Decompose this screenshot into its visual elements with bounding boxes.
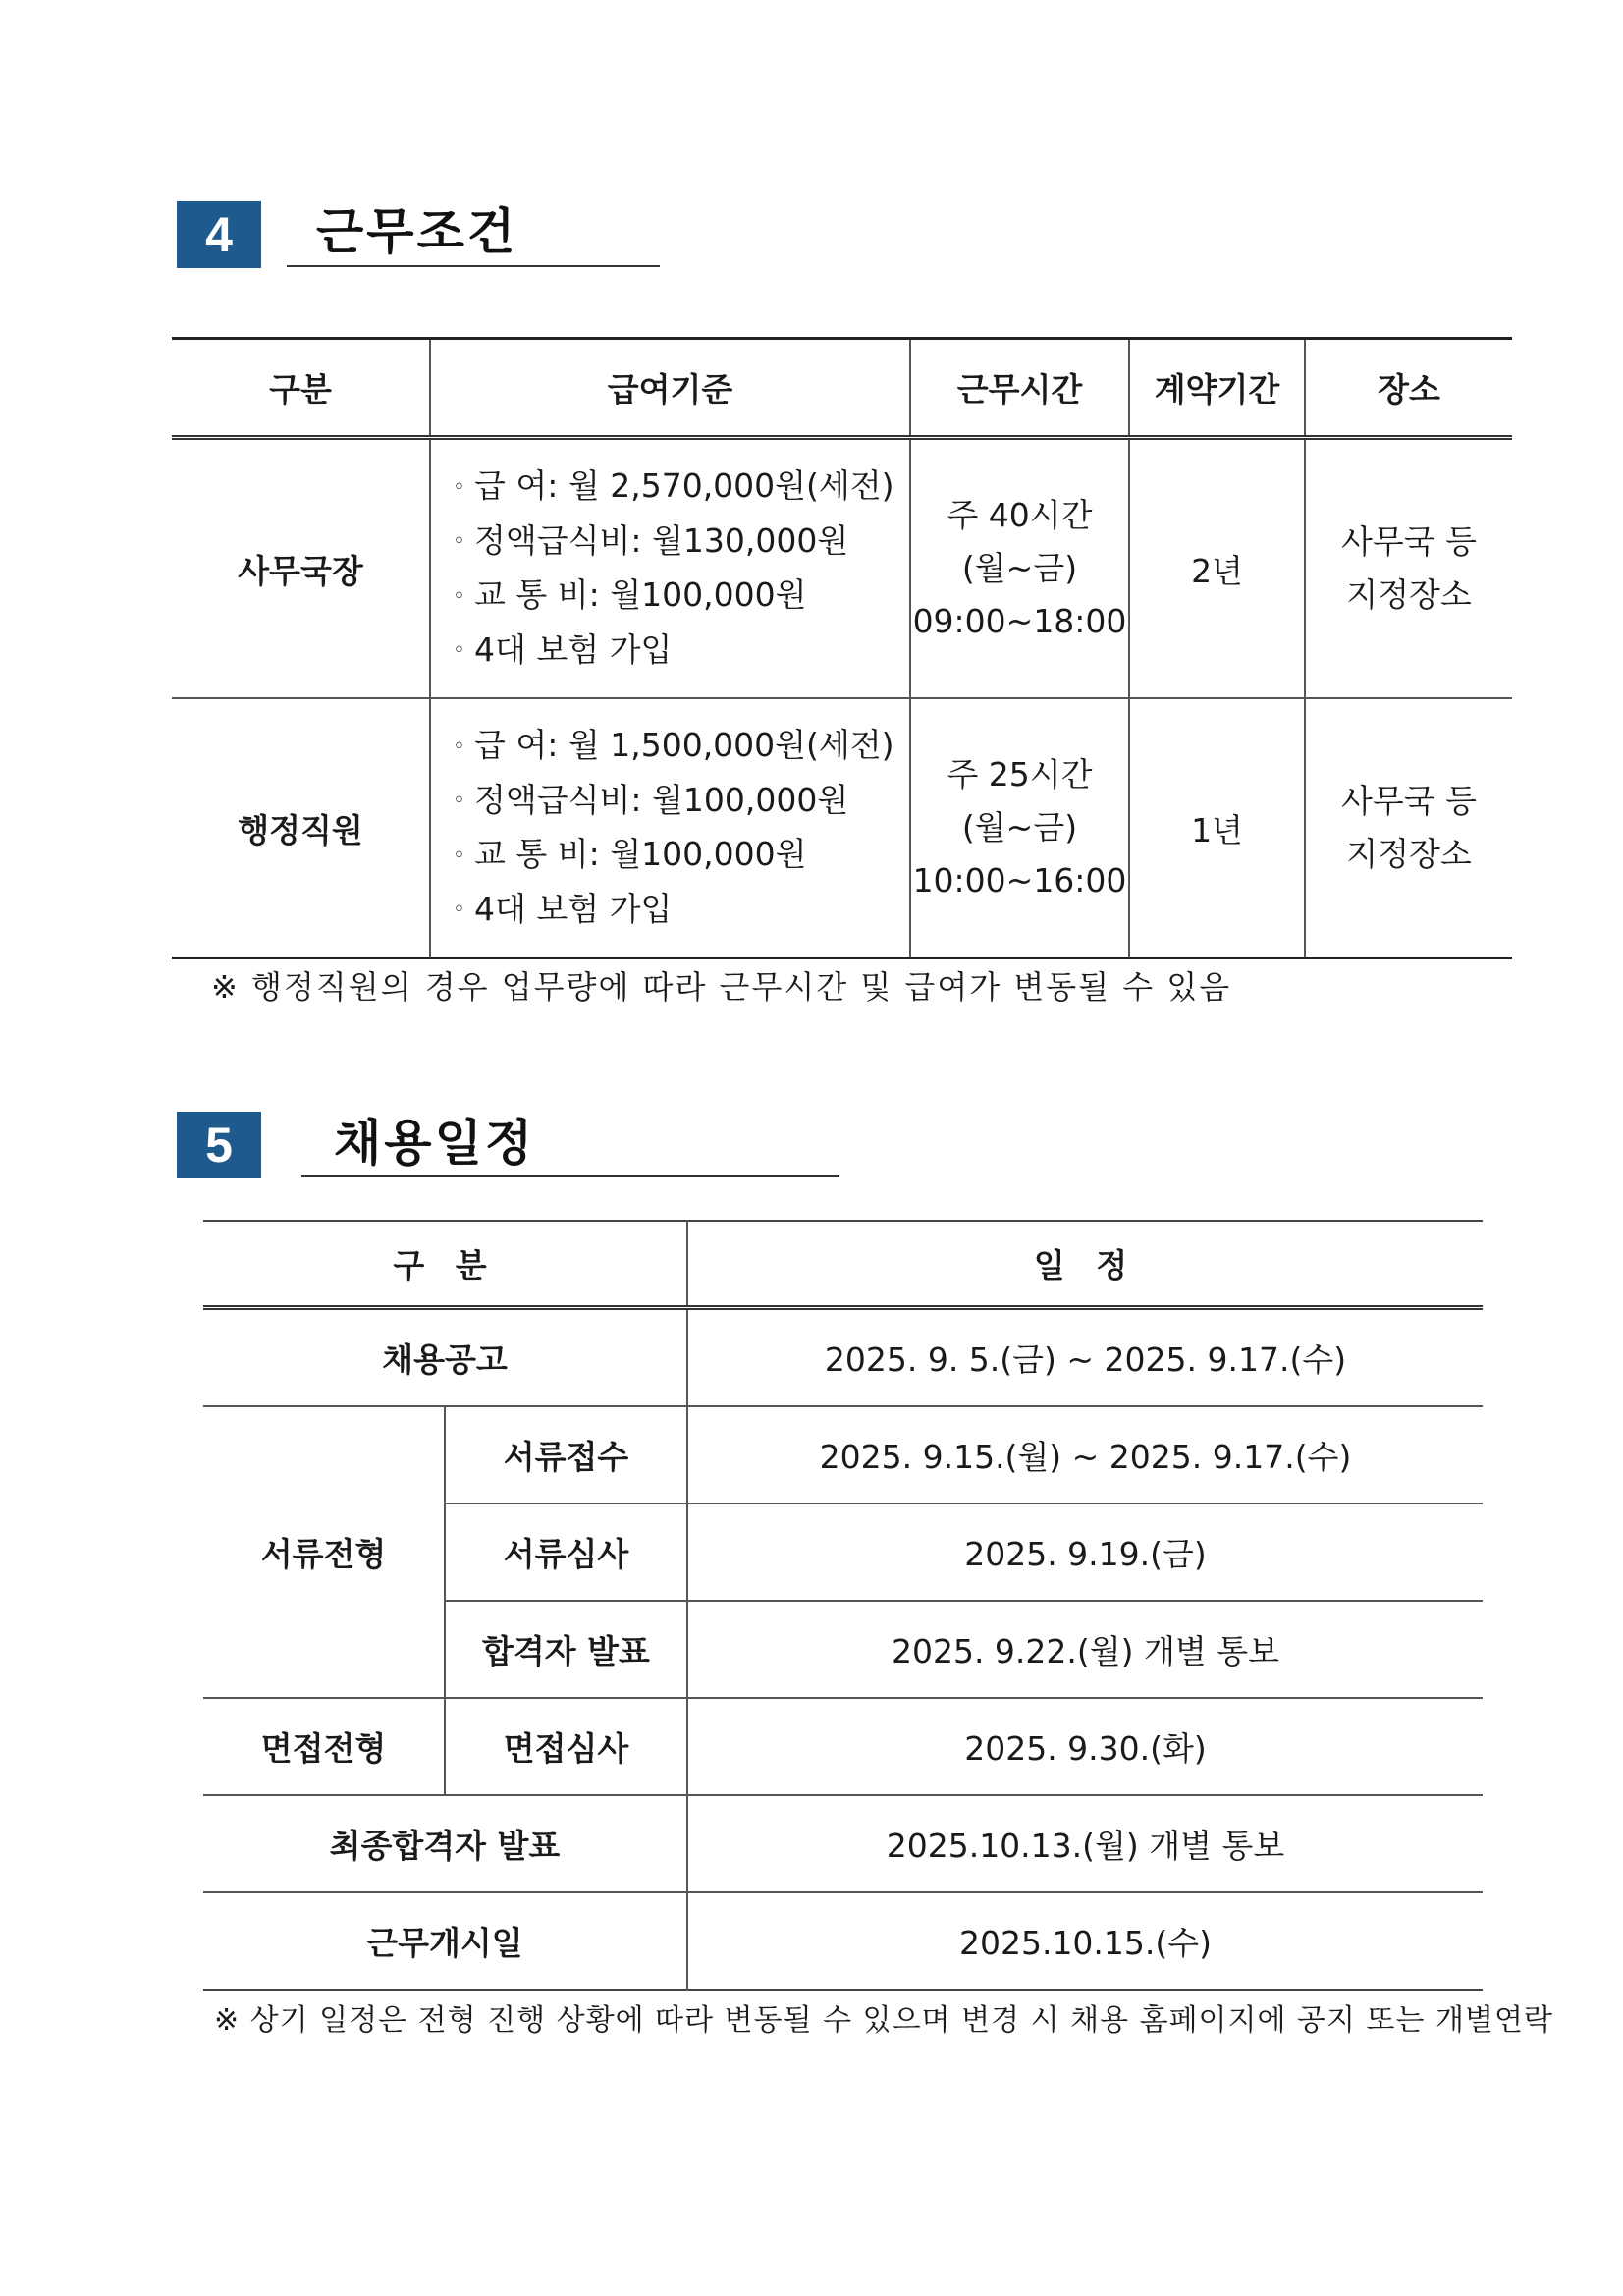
hours-time: 09:00~18:00 [912,602,1127,640]
pay-salary: 급 여: 월 2,570,000원(세전) [474,466,894,505]
pay-insurance: 4대 보험 가입 [474,889,673,928]
pay-meal: 정액급식비: 월100,000원 [474,780,849,819]
place-line: 사무국 등 [1340,782,1477,820]
final-result-date: 2025.10.13.(월) 개별 통보 [687,1795,1483,1892]
header-term: 계약기간 [1129,339,1305,438]
term-cell: 2년 [1129,438,1305,699]
table-row [203,1795,1483,1892]
header-hours: 근무시간 [910,339,1129,438]
pay-cell [430,698,910,958]
header-pay: 급여기준 [430,339,910,438]
work-conditions-table [172,337,1512,959]
interview-item-label: 면접심사 [445,1698,687,1795]
doc-pass-label: 합격자 발표 [445,1601,687,1698]
place-line: 지정장소 [1346,575,1472,614]
place-cell [1305,698,1512,958]
bullet-icon: ◦ [453,529,465,554]
hours-days: (월~금) [961,549,1078,587]
hours-days: (월~금) [961,808,1078,847]
pay-salary: 급 여: 월 1,500,000원(세전) [474,726,894,764]
doc-stage-label: 서류전형 [203,1406,445,1698]
recruit-notice-label: 채용공고 [382,1340,508,1379]
pay-transport: 교 통 비: 월100,000원 [474,835,807,873]
term-cell: 1년 [1129,698,1305,958]
schedule-table [203,1220,1483,1991]
place-line: 사무국 등 [1340,522,1477,561]
role-cell: 행정직원 [238,810,363,849]
section-5-underline [301,1175,839,1177]
doc-submit-date: 2025. 9.15.(월) ~ 2025. 9.17.(수) [687,1406,1483,1503]
table-row [203,1406,1483,1503]
place-cell [1305,438,1512,699]
bullet-icon: ◦ [453,898,465,922]
header-category: 구 분 [203,1221,687,1308]
role-cell: 사무국장 [172,438,430,699]
section-4-number: 4 [177,201,261,268]
bullet-icon: ◦ [453,843,465,868]
bullet-icon: ◦ [453,474,465,500]
doc-review-date: 2025. 9.19.(금) [687,1503,1483,1601]
hours-cell [910,698,1129,958]
final-result-label: 최종합격자 발표 [203,1795,687,1892]
doc-pass-date: 2025. 9.22.(월) 개별 통보 [687,1601,1483,1698]
interview-date: 2025. 9.30.(화) [687,1698,1483,1795]
section-4-title: 근무조건 [316,203,518,260]
header-place: 장소 [1305,339,1512,438]
start-date-value: 2025.10.15.(수) [687,1892,1483,1990]
pay-insurance: 4대 보험 가입 [474,629,673,669]
place-line: 지정장소 [1346,835,1472,873]
bullet-icon: ◦ [453,789,465,813]
bullet-icon: ◦ [453,638,465,663]
hours-time: 10:00~16:00 [912,861,1127,900]
table-row [203,1892,1483,1990]
header-schedule: 일 정 [687,1221,1483,1308]
header-category: 구분 [172,339,430,438]
section-4-note: ※ 행정직원의 경우 업무량에 따라 근무시간 및 급여가 변동될 수 있음 [211,968,1232,1006]
hours-weekly: 주 40시간 [947,496,1093,534]
pay-cell [430,438,910,699]
section-4-underline [287,265,660,267]
hours-cell [910,438,1129,699]
section-5-note: ※ 상기 일정은 전형 진행 상황에 따라 변동될 수 있으며 변경 시 채용 홈페이지에 공지 또는 개별연락 [214,2003,1553,2038]
interview-stage-label: 면접전형 [203,1698,445,1795]
table-row [203,1308,1483,1407]
table-row [172,438,1512,699]
bullet-icon: ◦ [453,734,465,759]
table-row [172,698,1512,958]
bullet-icon: ◦ [453,583,465,609]
start-date-label: 근무개시일 [203,1892,687,1990]
doc-review-label: 서류심사 [445,1503,687,1601]
table-row [203,1698,1483,1795]
pay-transport: 교 통 비: 월100,000원 [474,575,807,614]
section-5-number: 5 [177,1112,261,1178]
section-5-title: 채용일정 [334,1115,536,1172]
hours-weekly: 주 25시간 [947,755,1093,793]
doc-submit-label: 서류접수 [445,1406,687,1503]
recruit-notice-date: 2025. 9. 5.(금) ~ 2025. 9.17.(수) [687,1308,1483,1407]
pay-meal: 정액급식비: 월130,000원 [474,520,849,560]
